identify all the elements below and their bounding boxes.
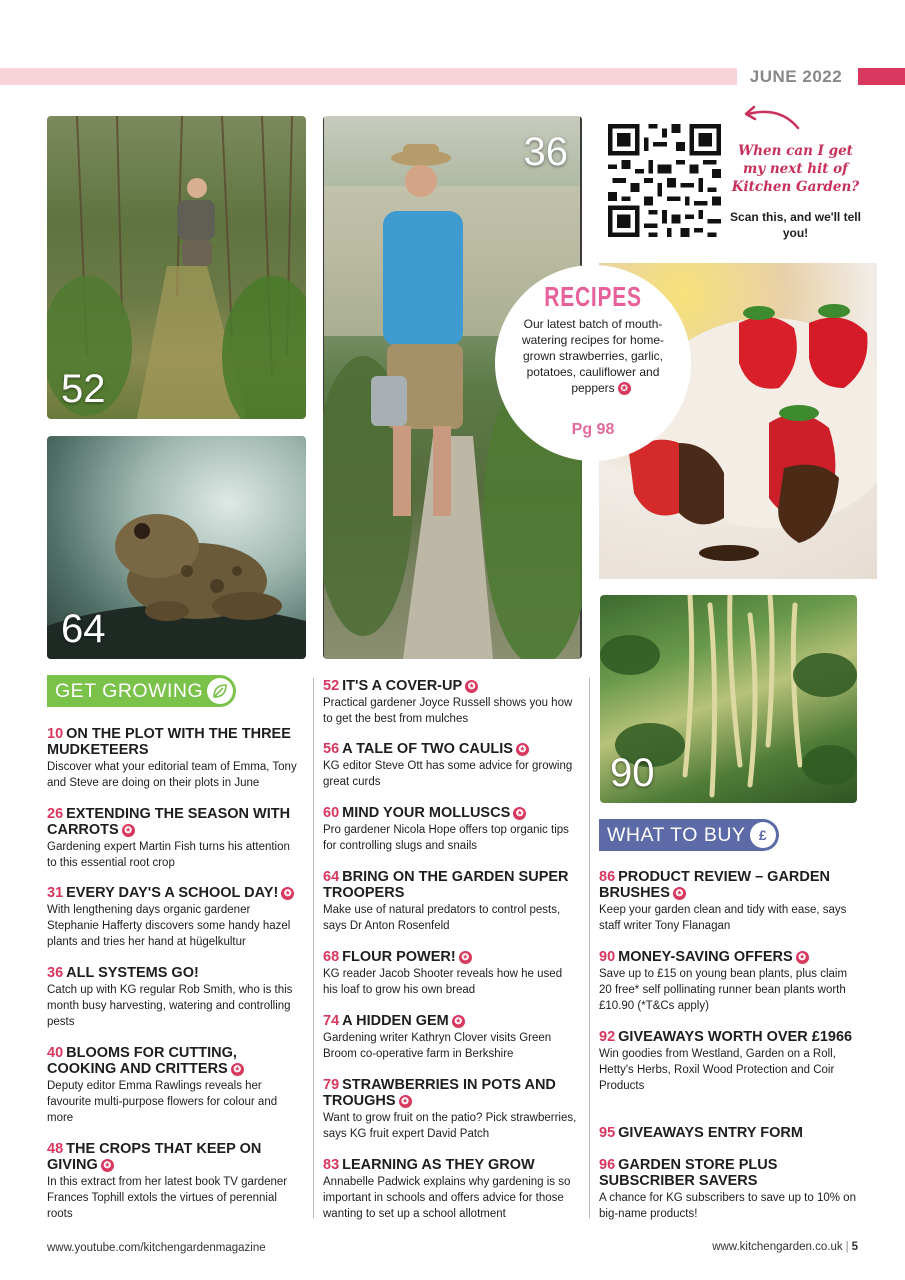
column-divider xyxy=(589,678,590,1218)
photo-page-number: 52 xyxy=(61,367,106,411)
star-icon: ✪ xyxy=(516,743,529,756)
qr-prompt: When can I get my next hit of Kitchen Garden? xyxy=(731,143,860,195)
toc-entry[interactable]: 90 MONEY-SAVING OFFERS ✪ Save up to £15 on young bean plants, plus claim 20 free* self pollinating runner bean plants worth £10.90 (*T&Cs apply) xyxy=(599,949,848,1012)
issue-date: JUNE 2022 xyxy=(749,67,843,86)
section-what-to-buy xyxy=(599,819,779,851)
star-icon: ✪ xyxy=(452,1015,465,1028)
page-number: 5 xyxy=(851,1241,858,1253)
toc-entry[interactable]: 79 STRAWBERRIES IN POTS AND TROUGHS ✪ Want to grow fruit on the patio? Pick strawberries, says KG fruit expert David Patch xyxy=(323,1077,577,1140)
recipes-page-ref: Pg 98 xyxy=(571,421,615,438)
footer-separator: | xyxy=(845,1241,849,1253)
star-icon: ✪ xyxy=(465,680,478,693)
recipes-callout[interactable] xyxy=(495,265,691,461)
toc-entry[interactable]: 40 BLOOMS FOR CUTTING, COOKING AND CRITTERS ✪ Deputy editor Emma Rawlings reveals her favourite multi-purpose flowers for colour and more xyxy=(47,1045,278,1124)
toc-entry[interactable]: 36 ALL SYSTEMS GO! Catch up with KG regular Rob Smith, who is this month busy harvesting, watering and controlling pests xyxy=(47,965,293,1028)
toc-entry[interactable]: 56 A TALE OF TWO CAULIS ✪ KG editor Steve Ott has some advice for growing great curds xyxy=(323,741,573,788)
toc-entry[interactable]: 92 GIVEAWAYS WORTH OVER £1966 Win goodies from Westland, Garden on a Roll, Hetty's Herbs, Roxil Wood Protection and Coir Products xyxy=(599,1029,853,1092)
qr-code-icon xyxy=(608,124,721,237)
star-icon: ✪ xyxy=(459,951,472,964)
header-band xyxy=(0,68,737,85)
photo-vegetable-plot[interactable] xyxy=(47,116,306,419)
section-label: GET GROWING xyxy=(55,680,204,702)
toc-entry[interactable]: 95 GIVEAWAYS ENTRY FORM xyxy=(599,1125,803,1141)
toc-entry[interactable]: 74 A HIDDEN GEM ✪ Gardening writer Kathryn Clover visits Green Broom co-operative farm in Berkshire xyxy=(323,1013,552,1060)
star-icon: ✪ xyxy=(796,951,809,964)
toc-entry[interactable]: 83 LEARNING AS THEY GROW Annabelle Padwick explains why gardening is so important in schools and offers advice for those wanting to set up a school allotment xyxy=(323,1157,571,1220)
recipes-title: RECIPES xyxy=(544,281,642,312)
footer-youtube-link[interactable]: www.youtube.com/kitchengardenmagazine xyxy=(47,1242,266,1254)
star-icon: ✪ xyxy=(122,824,135,837)
pound-icon: £ xyxy=(750,822,776,848)
star-icon: ✪ xyxy=(513,807,526,820)
star-icon: ✪ xyxy=(399,1095,412,1108)
star-icon: ✪ xyxy=(231,1063,244,1076)
column-divider xyxy=(313,678,314,1218)
leaf-icon xyxy=(207,678,233,704)
section-label: WHAT TO BUY xyxy=(607,824,746,846)
footer-website-link[interactable]: www.kitchengarden.co.uk xyxy=(712,1241,843,1253)
photo-page-number: 64 xyxy=(61,607,106,651)
toc-entry[interactable]: 52 IT'S A COVER-UP ✪ Practical gardener Joyce Russell shows you how to get the best from mulches xyxy=(323,678,573,725)
star-icon: ✪ xyxy=(618,382,631,395)
toc-entry[interactable]: 10 ON THE PLOT WITH THE THREE MUDKETEERS Discover what your editorial team of Emma, Tony and Steve are doing on their plots in June xyxy=(47,726,297,789)
header-accent xyxy=(858,68,905,85)
recipes-description: Our latest batch of mouth-watering recipes for home-grown strawberries, garlic, potatoes, cauliflower and peppers ✪ xyxy=(521,317,665,395)
toc-entry[interactable]: 96 GARDEN STORE PLUS SUBSCRIBER SAVERS A chance for KG subscribers to save up to 10% on big-name products! xyxy=(599,1157,856,1220)
footer-site xyxy=(712,1241,858,1253)
photo-page-number: 90 xyxy=(610,751,655,795)
section-get-growing xyxy=(47,675,236,707)
star-icon: ✪ xyxy=(673,887,686,900)
toc-entry[interactable]: 31 EVERY DAY'S A SCHOOL DAY! ✪ With lengthening days organic gardener Stephanie Hafferty discovers some handy hazel plants and tries her hand at hügelkultur xyxy=(47,885,302,950)
curved-arrow-icon xyxy=(740,104,802,130)
qr-instruction: Scan this, and we'll tell you! xyxy=(730,210,861,240)
toc-entry[interactable]: 48 THE CROPS THAT KEEP ON GIVING ✪ In this extract from her latest book TV gardener Frances Tophill extols the virtues of perennial roots xyxy=(47,1141,288,1220)
star-icon: ✪ xyxy=(281,887,294,900)
toc-entry[interactable]: 64 BRING ON THE GARDEN SUPER TROOPERS Make use of natural predators to control pests, says Dr Anton Rosenfeld xyxy=(323,869,569,932)
toc-entry[interactable]: 26 EXTENDING THE SEASON WITH CARROTS ✪ Gardening expert Martin Fish turns his attention to this essential root crop xyxy=(47,806,291,869)
star-icon: ✪ xyxy=(101,1159,114,1172)
photo-page-number: 36 xyxy=(523,130,568,174)
photo-runner-beans[interactable] xyxy=(600,595,857,803)
qr-code[interactable] xyxy=(608,124,721,237)
toc-entry[interactable]: 60 MIND YOUR MOLLUSCS ✪ Pro gardener Nicola Hope offers top organic tips for controlling slugs and snails xyxy=(323,805,569,852)
toc-entry[interactable]: 68 FLOUR POWER! ✪ KG reader Jacob Shooter reveals how he used his loaf to grow his own bread xyxy=(323,949,563,996)
photo-frog[interactable] xyxy=(47,436,306,659)
toc-entry[interactable]: 86 PRODUCT REVIEW – GARDEN BRUSHES ✪ Keep your garden clean and tidy with ease, says staff writer Tony Flanagan xyxy=(599,869,847,932)
